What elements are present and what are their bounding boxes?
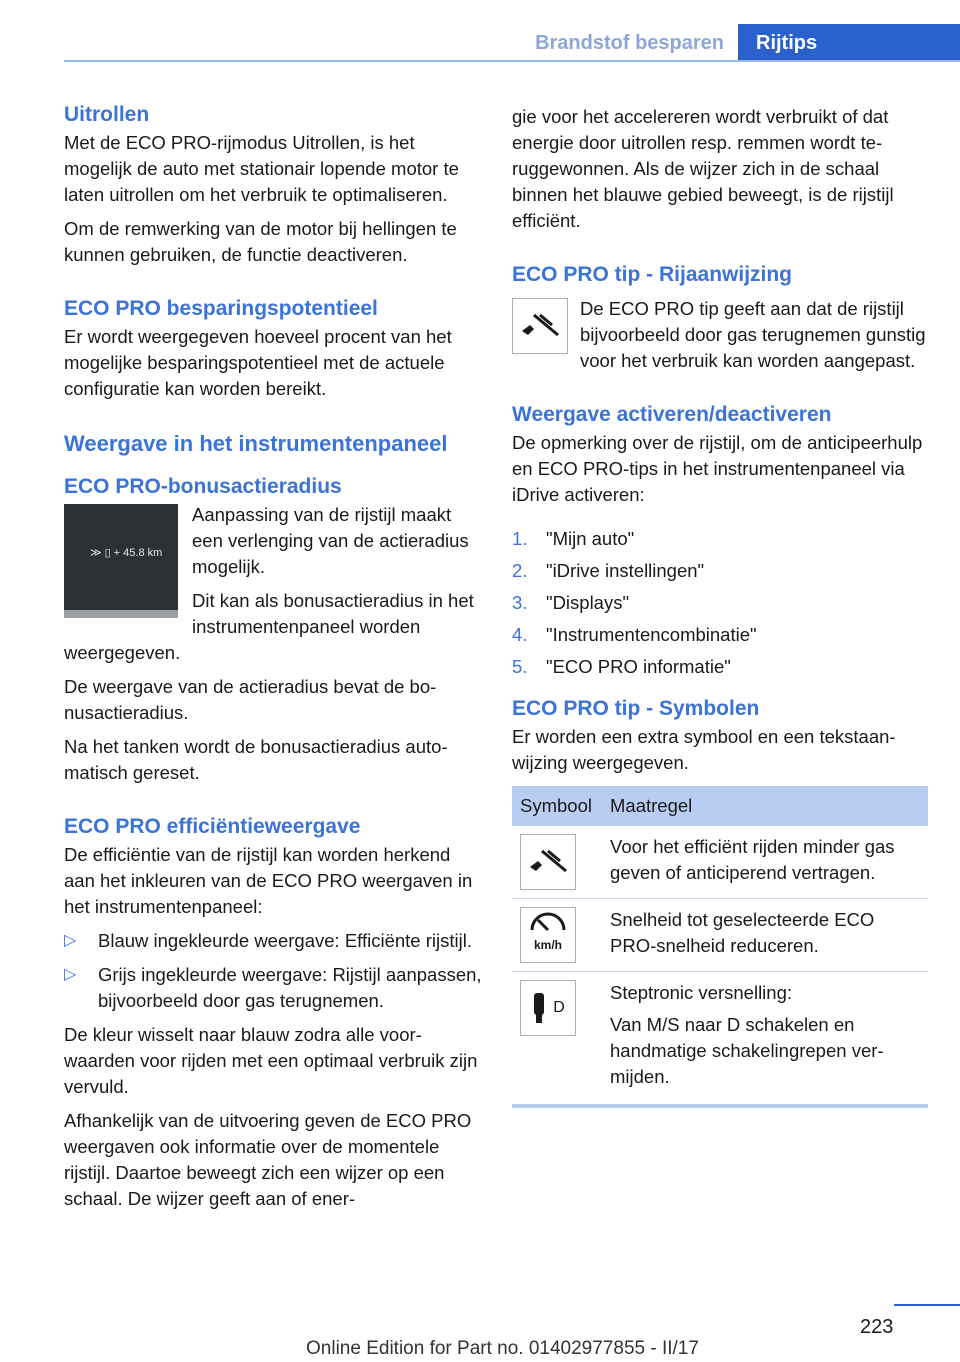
symbols-table xyxy=(512,786,928,1108)
column-header-maatregel: Maatregel xyxy=(602,786,928,826)
bonus-range-display-image xyxy=(64,504,178,618)
footer-rule xyxy=(894,1304,960,1306)
efficiency-paragraph-3: Afhankelijk van de uitvoering geven de ECO PRO weergaven ook informatie over de momentele rijstijl. Daartoe beweegt zich een wijzer op een schaal. De wijzer geeft aan of ener- xyxy=(64,1110,472,1209)
bonus-range-display-text: ≫ ▯ + 45.8 km xyxy=(90,547,163,559)
heading-besparingspotentieel: ECO PRO besparingspotentieel xyxy=(64,297,378,320)
heading-bonusactieradius: ECO PRO-bonusactieradius xyxy=(64,475,342,498)
efficiency-bullet-list xyxy=(64,928,482,1014)
bonus-paragraph-2: Dit kan als bonusactieradius in het instrumentenpaneel worden weergegeven. xyxy=(64,590,474,663)
foot-off-pedal-icon xyxy=(520,834,576,890)
header-section-title: Brandstof besparen xyxy=(535,32,724,54)
table-cell: Steptronic versnelling: Van M/S naar D schakelen en handmatige schakelingrepen vermijden. xyxy=(602,972,928,1107)
column-header-symbool: Symbool xyxy=(512,786,602,826)
table-cell: Snelheid tot geselecteerde ECO PRO-snelheid reduceren. xyxy=(602,899,928,972)
table-row xyxy=(512,899,928,972)
gear-d-label: D xyxy=(553,999,565,1016)
table-cell: Voor het efficiënt rijden minder gas geven of anticiperend vertragen. xyxy=(602,826,928,899)
table-header-row xyxy=(512,786,928,826)
uitrollen-paragraph-2: Om de remwerking van de motor bij hellingen te kunnen gebruiken, de functie deactiveren. xyxy=(64,218,457,265)
list-item: 2. "iDrive instellingen" xyxy=(512,560,705,581)
table-row xyxy=(512,826,928,899)
list-item: 3. "Displays" xyxy=(512,592,630,613)
page-header xyxy=(64,24,960,62)
symbols-paragraph: Er worden een extra symbool en een tekstaanwijzing weergegeven. xyxy=(512,726,896,773)
heading-activeren-deactiveren: Weergave activeren/deactiveren xyxy=(512,403,832,426)
heading-uitrollen: Uitrollen xyxy=(64,103,150,126)
edition-footer: Online Edition for Part no. 01402977855 - II/17 xyxy=(306,1338,699,1359)
page-number: 223 xyxy=(860,1316,894,1338)
list-item: 4. "Instrumentencombinatie" xyxy=(512,624,757,645)
table-row xyxy=(512,972,928,1107)
efficiency-paragraph-2: De kleur wisselt naar blauw zodra alle voorwaarden voor rijden met een optimaal verbruik zijn vervuld. xyxy=(64,1024,478,1097)
heading-weergave-instrumentenpaneel: Weergave in het instrumentenpaneel xyxy=(64,431,448,456)
activate-paragraph: De opmerking over de rijstijl, om de anticipeerhulp en ECO PRO-tips in het instrumentenpaneel via iDrive activeren: xyxy=(512,432,923,505)
continued-paragraph: gie voor het accelereren wordt verbruikt of dat energie door uitrollen resp. remmen wordt teruggewonnen. Als de wijzer zich in de schaal binnen het blauwe gebied beweegt, is de rijstijl efficiënt. xyxy=(512,106,894,231)
efficiency-paragraph-1: De efficiëntie van de rijstijl kan worden herkend aan het inkleuren van de ECO PRO weergaven in het instrumentenpaneel: xyxy=(64,844,473,917)
tip-paragraph: De ECO PRO tip geeft aan dat de rijstijl bijvoorbeeld door gas terugnemen gunstig voor het verbruik kan worden aangepast. xyxy=(580,298,926,371)
triangle-bullet-icon: ▷ xyxy=(64,932,77,949)
eco-tip-foot-pedal-icon xyxy=(512,298,568,354)
header-chapter-tab: Rijtips xyxy=(738,24,960,62)
activation-steps-list xyxy=(512,526,928,680)
speedometer-icon xyxy=(520,907,576,963)
heading-rijaanwijzing: ECO PRO tip - Rijaanwijzing xyxy=(512,263,793,286)
bonus-paragraph-1: Aanpassing van de rijstijl maakt een verlenging van de actieradius mogelijk. xyxy=(192,504,469,577)
heading-symbolen: ECO PRO tip - Symbolen xyxy=(512,697,760,720)
list-item: ▷ Grijs ingekleurde weergave: Rijstijl aanpassen, bijvoorbeeld door gas terugnemen. xyxy=(64,964,482,1011)
list-item: 5. "ECO PRO informatie" xyxy=(512,656,731,677)
left-column xyxy=(64,100,482,1220)
bonus-paragraph-4: Na het tanken wordt de bonusactieradius automatisch gereset. xyxy=(64,736,448,783)
right-column xyxy=(512,104,928,1108)
list-item: 1. "Mijn auto" xyxy=(512,528,635,549)
triangle-bullet-icon: ▷ xyxy=(64,966,77,983)
gear-selector-icon xyxy=(520,980,576,1036)
bonus-paragraph-3: De weergave van de actieradius bevat de bonusactieradius. xyxy=(64,676,437,723)
heading-efficientieweergave: ECO PRO efficiëntieweergave xyxy=(64,815,361,838)
speed-unit-label: km/h xyxy=(533,938,562,952)
besparing-paragraph: Er wordt weergegeven hoeveel procent van het mogelijke besparingspotentieel met de actuele configuratie kan worden bereikt. xyxy=(64,326,452,399)
list-item: ▷ Blauw ingekleurde weergave: Efficiënte rijstijl. xyxy=(64,928,482,954)
header-rule xyxy=(64,60,960,62)
uitrollen-paragraph-1: Met de ECO PRO-rijmodus Uitrollen, is het mogelijk de auto met stationair lopende motor te laten uitrollen om het verbruik te optimaliseren. xyxy=(64,132,459,205)
